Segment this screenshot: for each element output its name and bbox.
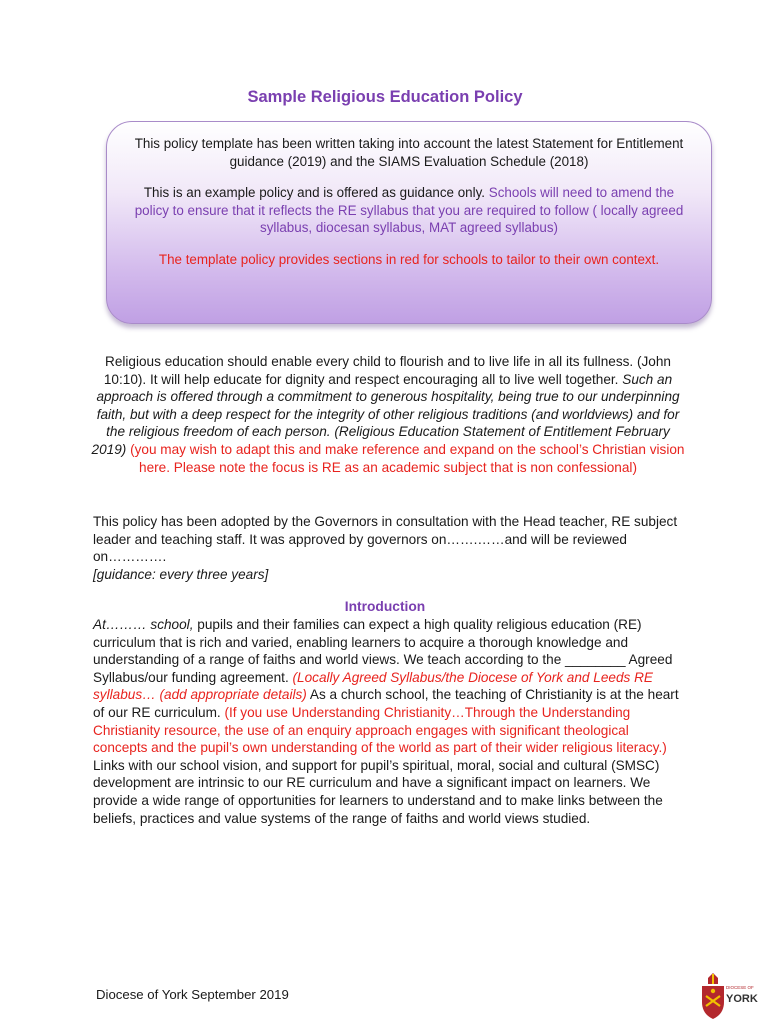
introduction-paragraph	[93, 616, 683, 827]
page-title: Sample Religious Education Policy	[247, 88, 523, 106]
callout-guidance-text: This is an example policy and is offered as guidance only.	[143, 185, 486, 201]
adoption-text: This policy has been adopted by the Governors in consultation with the Head teacher, RE subject leader and teaching staff. It was approved by governors on…….……and will be reviewed on………….	[93, 514, 678, 565]
entitlement-quote	[90, 353, 686, 476]
intro-sentence-1: pupils and their families can expect a high quality religious education (RE) curriculum that is rich and varied, enabling learners to acquire a thorough knowledge and understanding of a range of faiths and world views. We teach according to the ________ Agreed Syllabus/our funding agreement.	[93, 617, 673, 685]
intro-understanding-christianity-note: (If you use Understanding Christianity…Through the Understanding Christianity resource, the use of an enquiry approach engages with significant theological concepts and the pupil’s own understanding of the world as part of their wider religious literacy.)	[93, 704, 667, 756]
callout-paragraph-1: This policy template has been written taking into account the latest Statement for Entitlement guidance (2019) and the SIAMS Evaluation Schedule (2018)	[134, 136, 684, 169]
quote-italic-text: Such an approach is offered through a commitment to generous hospitality, being true to our underpinning faith, but with a deep respect for the integrity of other religious traditions (and worldviews) and for the religious freedom of each person. (Religious Education Statement of Entitlement February 2019)	[91, 371, 680, 457]
intro-sentence-5: Links with our school vision, and support for pupil’s spiritual, moral, social and cultural (SMSC) development are intrinsic to our RE curriculum and have a significant impact on learners. We provide a wide range of opportunities for learners to understand and to make links between the beliefs, practices and value systems of the range of faiths and world views studied.	[93, 757, 663, 826]
callout-paragraph-2	[129, 184, 689, 237]
adoption-guidance: [guidance: every three years]	[93, 566, 269, 582]
intro-syllabus-note: (Locally Agreed Syllabus/the Diocese of York and Leeds RE syllabus… (add appropriate details)	[93, 669, 653, 703]
intro-sentence-3: As a church school, the teaching of Christianity is at the heart of our RE curriculum.	[93, 687, 679, 720]
introduction-heading: Introduction	[344, 599, 426, 614]
intro-school-placeholder: At……… school,	[93, 617, 194, 632]
page-footer: Diocese of York September 2019	[96, 987, 289, 1002]
callout-red-note: The template policy provides sections in red for schools to tailor to their own context.	[158, 251, 660, 267]
mitre-icon	[708, 973, 718, 984]
logo-york-label: YORK	[726, 993, 758, 1005]
callout-amend-text: Schools will need to amend the policy to ensure that it reflects the RE syllabus that you are required to follow ( locally agreed syllabus, diocesan syllabus, MAT agreed syllabus)	[134, 185, 684, 236]
diocese-logo	[698, 972, 758, 1020]
quote-plain-text: Religious education should enable every child to flourish and to live life in all its fullness. (John 10:10). It will help educate for dignity and respect encouraging all to live well together.	[103, 354, 671, 387]
adoption-statement	[93, 513, 683, 583]
quote-red-note: (you may wish to adapt this and make reference and expand on the school’s Christian vision here. Please note the focus is RE as an academic subject that is non confessional)	[130, 441, 685, 475]
shield-icon	[702, 986, 724, 1019]
logo-diocese-label: DIOCESE OF	[726, 985, 754, 990]
guidance-callout	[106, 121, 712, 324]
